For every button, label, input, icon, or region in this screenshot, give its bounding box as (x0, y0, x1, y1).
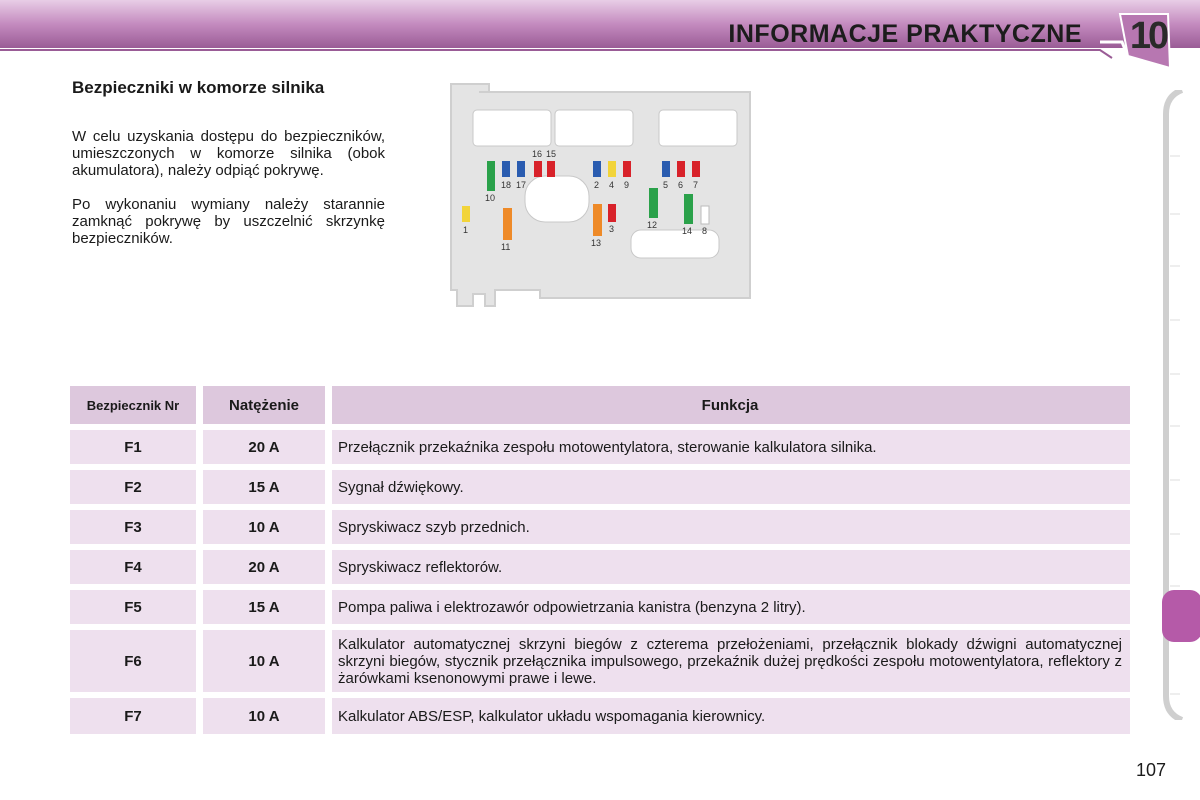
fuse-label-8: 8 (702, 226, 708, 236)
fuse-5 (662, 161, 670, 177)
fuse-amperage: 15 A (203, 590, 325, 624)
header-fuse-number: Bezpiecznik Nr (70, 386, 196, 424)
fuse-11 (503, 208, 512, 240)
fuse-number: F7 (70, 698, 196, 734)
header-amperage: Natężenie (203, 386, 325, 424)
fuse-number: F4 (70, 550, 196, 584)
fuse-function (332, 550, 1130, 584)
fuse-function-text: Spryskiwacz reflektorów. (338, 558, 503, 576)
page-number: 107 (1136, 760, 1167, 780)
fuse-2 (593, 161, 601, 177)
fuse-label-18: 18 (501, 180, 512, 190)
fuse-1 (462, 206, 470, 222)
fuse-label-17: 17 (516, 180, 527, 190)
fuse-function (332, 430, 1130, 464)
header-function: Funkcja (332, 386, 1130, 424)
fuse-number: F1 (70, 430, 196, 464)
fuse-function-text: Sygnał dźwiękowy. (338, 478, 464, 496)
fuse-amperage: 15 A (203, 470, 325, 504)
fuse-12 (649, 188, 658, 218)
fuse-18 (502, 161, 510, 177)
header-title: INFORMACJE PRAKTYCZNE (728, 20, 1082, 48)
section-title: Bezpieczniki w komorze silnika (72, 78, 325, 97)
fuse-label-12: 12 (647, 220, 658, 230)
fuse-label-6: 6 (678, 180, 684, 190)
fuse-function-text: Pompa paliwa i elektrozawór odpowietrzania kanistra (benzyna 2 litry). (338, 598, 806, 616)
fuse-function (332, 510, 1130, 544)
fuse-function (332, 470, 1130, 504)
fuse-17 (517, 161, 525, 177)
fuse-label-7: 7 (693, 180, 699, 190)
instruction-paragraph: Po wykonaniu wymiany należy starannie zamknąć pokrywę by uszczelnić skrzynkę bezpieczników. (72, 196, 385, 247)
fuse-label-14: 14 (682, 226, 693, 236)
fuse-14 (684, 194, 693, 224)
fuse-4 (608, 161, 616, 177)
fuse-function (332, 630, 1130, 692)
fuse-amperage: 10 A (203, 630, 325, 692)
chapter-tab-strip (1160, 90, 1200, 720)
fuse-label-9: 9 (624, 180, 630, 190)
fuse-label-4: 4 (609, 180, 615, 190)
fuse-label-2: 2 (594, 180, 600, 190)
fuse-function-text: Spryskiwacz szyb przednich. (338, 518, 530, 536)
fuse-label-13: 13 (591, 238, 602, 248)
fuse-amperage: 10 A (203, 510, 325, 544)
page-header (0, 0, 1200, 66)
fuse-number: F6 (70, 630, 196, 692)
fuse-number: F2 (70, 470, 196, 504)
fuse-8 (701, 206, 709, 224)
fuse-label-3: 3 (609, 224, 615, 234)
fuse-label-15: 15 (546, 149, 557, 159)
intro-paragraph: W celu uzyskania dostępu do bezpieczników, umieszczonych w komorze silnika (obok akumulatora), należy odpiąć pokrywę. (72, 128, 385, 179)
fuse-10 (487, 161, 495, 191)
fuse-function (332, 698, 1130, 734)
fuse-label-10: 10 (485, 193, 496, 203)
fuse-label-11: 11 (501, 242, 511, 252)
fuse-3 (608, 204, 616, 222)
fuse-function-text: Przełącznik przekaźnika zespołu motowentylatora, sterowanie kalkulatora silnika. (338, 438, 877, 456)
fuse-6 (677, 161, 685, 177)
fuse-box-diagram (445, 80, 755, 310)
fuse-15 (547, 161, 555, 177)
fuse-16 (534, 161, 542, 177)
fuse-amperage: 20 A (203, 550, 325, 584)
fuse-number: F3 (70, 510, 196, 544)
active-chapter-tab (1162, 590, 1200, 642)
fuse-number: F5 (70, 590, 196, 624)
fuse-label-5: 5 (663, 180, 669, 190)
fuse-13 (593, 204, 602, 236)
fuse-amperage: 10 A (203, 698, 325, 734)
fuse-function-text: Kalkulator automatycznej skrzyni biegów z czterema przełożeniami, przełącznik blokady dźwigni automatycznej skrzyni biegów, stycznik przełącznika impulsowego, przekaźnik dużej prędkości zespołu motowentylatora, reflektory z żarówkami ksenonowymi prawe i lewe. (338, 635, 1122, 687)
fuse-function-text: Kalkulator ABS/ESP, kalkulator układu wspomagania kierownicy. (338, 707, 766, 725)
fuse-9 (623, 161, 631, 177)
fuse-label-1: 1 (463, 225, 469, 235)
fuse-label-16: 16 (532, 149, 543, 159)
fuse-amperage: 20 A (203, 430, 325, 464)
fuse-7 (692, 161, 700, 177)
chapter-number: 10 (1129, 15, 1167, 57)
fuse-function (332, 590, 1130, 624)
